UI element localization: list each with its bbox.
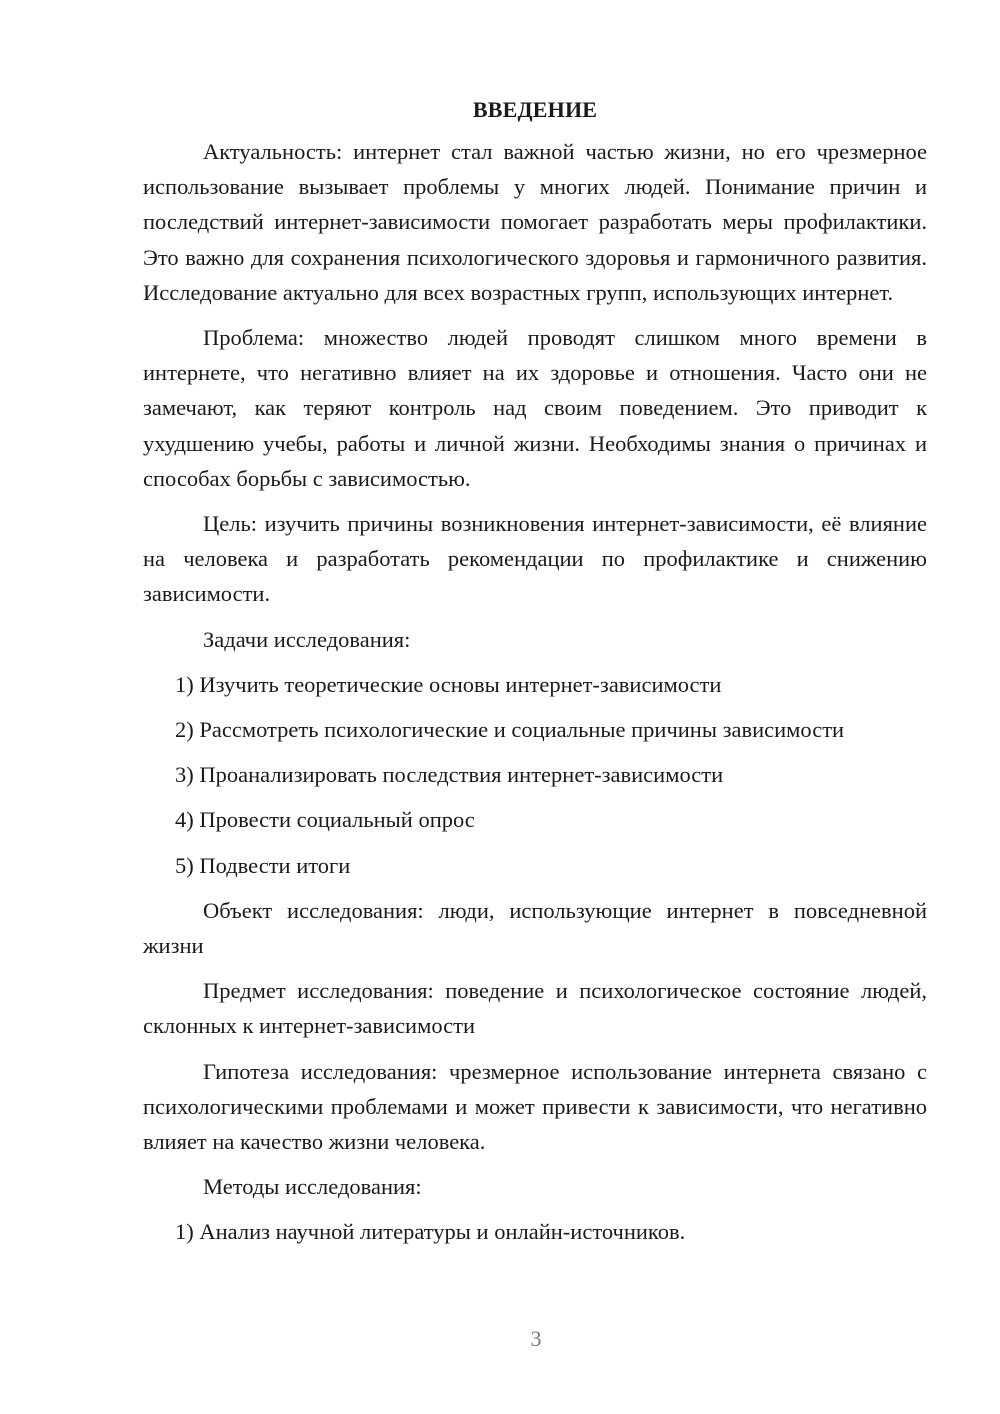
list-item: 1) Анализ научной литературы и онлайн-источников. <box>175 1219 686 1245</box>
methods-heading: Методы исследования: <box>203 1174 422 1200</box>
list-item: 2) Рассмотреть психологические и социальные причины зависимости <box>175 717 845 743</box>
page-content <box>143 92 927 1260</box>
paragraph-problem: Проблема: множество людей проводят слишком много времени в интернете, что негативно влияет на их здоровье и отношения. Часто они не замечают, как теряют контроль над своим поведением. Это приводит к ухудшению учебы, работы и личной жизни. Необходимы знания о причинах и способах борьбы с зависимостью. <box>143 325 927 491</box>
page-number: 3 <box>530 1326 542 1351</box>
paragraph-subject: Предмет исследования: поведение и психологическое состояние людей, склонных к интернет-зависимости <box>143 978 927 1039</box>
methods-list <box>143 1214 927 1249</box>
section-title: ВВЕДЕНИЕ <box>472 97 598 122</box>
paragraph-hypothesis: Гипотеза исследования: чрезмерное использование интернета связано с психологическими проблемами и может привести к зависимости, что негативно влияет на качество жизни человека. <box>143 1058 927 1155</box>
list-item: 1) Изучить теоретические основы интернет-зависимости <box>175 671 722 697</box>
list-item: 3) Проанализировать последствия интернет-зависимости <box>175 762 724 788</box>
list-item: 5) Подвести итоги <box>175 852 351 878</box>
paragraph-object: Объект исследования: люди, использующие интернет в повседневной жизни <box>143 897 927 959</box>
tasks-list <box>143 667 927 883</box>
paragraph-goal: Цель: изучить причины возникновения интернет-зависимости, её влияние на человека и разработать рекомендации по профилактике и снижению зависимости. <box>143 511 927 607</box>
list-item: 4) Провести социальный опрос <box>175 807 475 833</box>
paragraph-relevance: Актуальность: интернет стал важной частью жизни, но его чрезмерное использование вызывает проблемы у многих людей. Понимание причин и последствий интернет-зависимости помогает разработать меры профилактики. Это важно для сохранения психологического здоровья и гармоничного развития. Исследование актуально для всех возрастных групп, использующих интернет. <box>143 139 927 305</box>
tasks-heading: Задачи исследования: <box>203 626 411 652</box>
